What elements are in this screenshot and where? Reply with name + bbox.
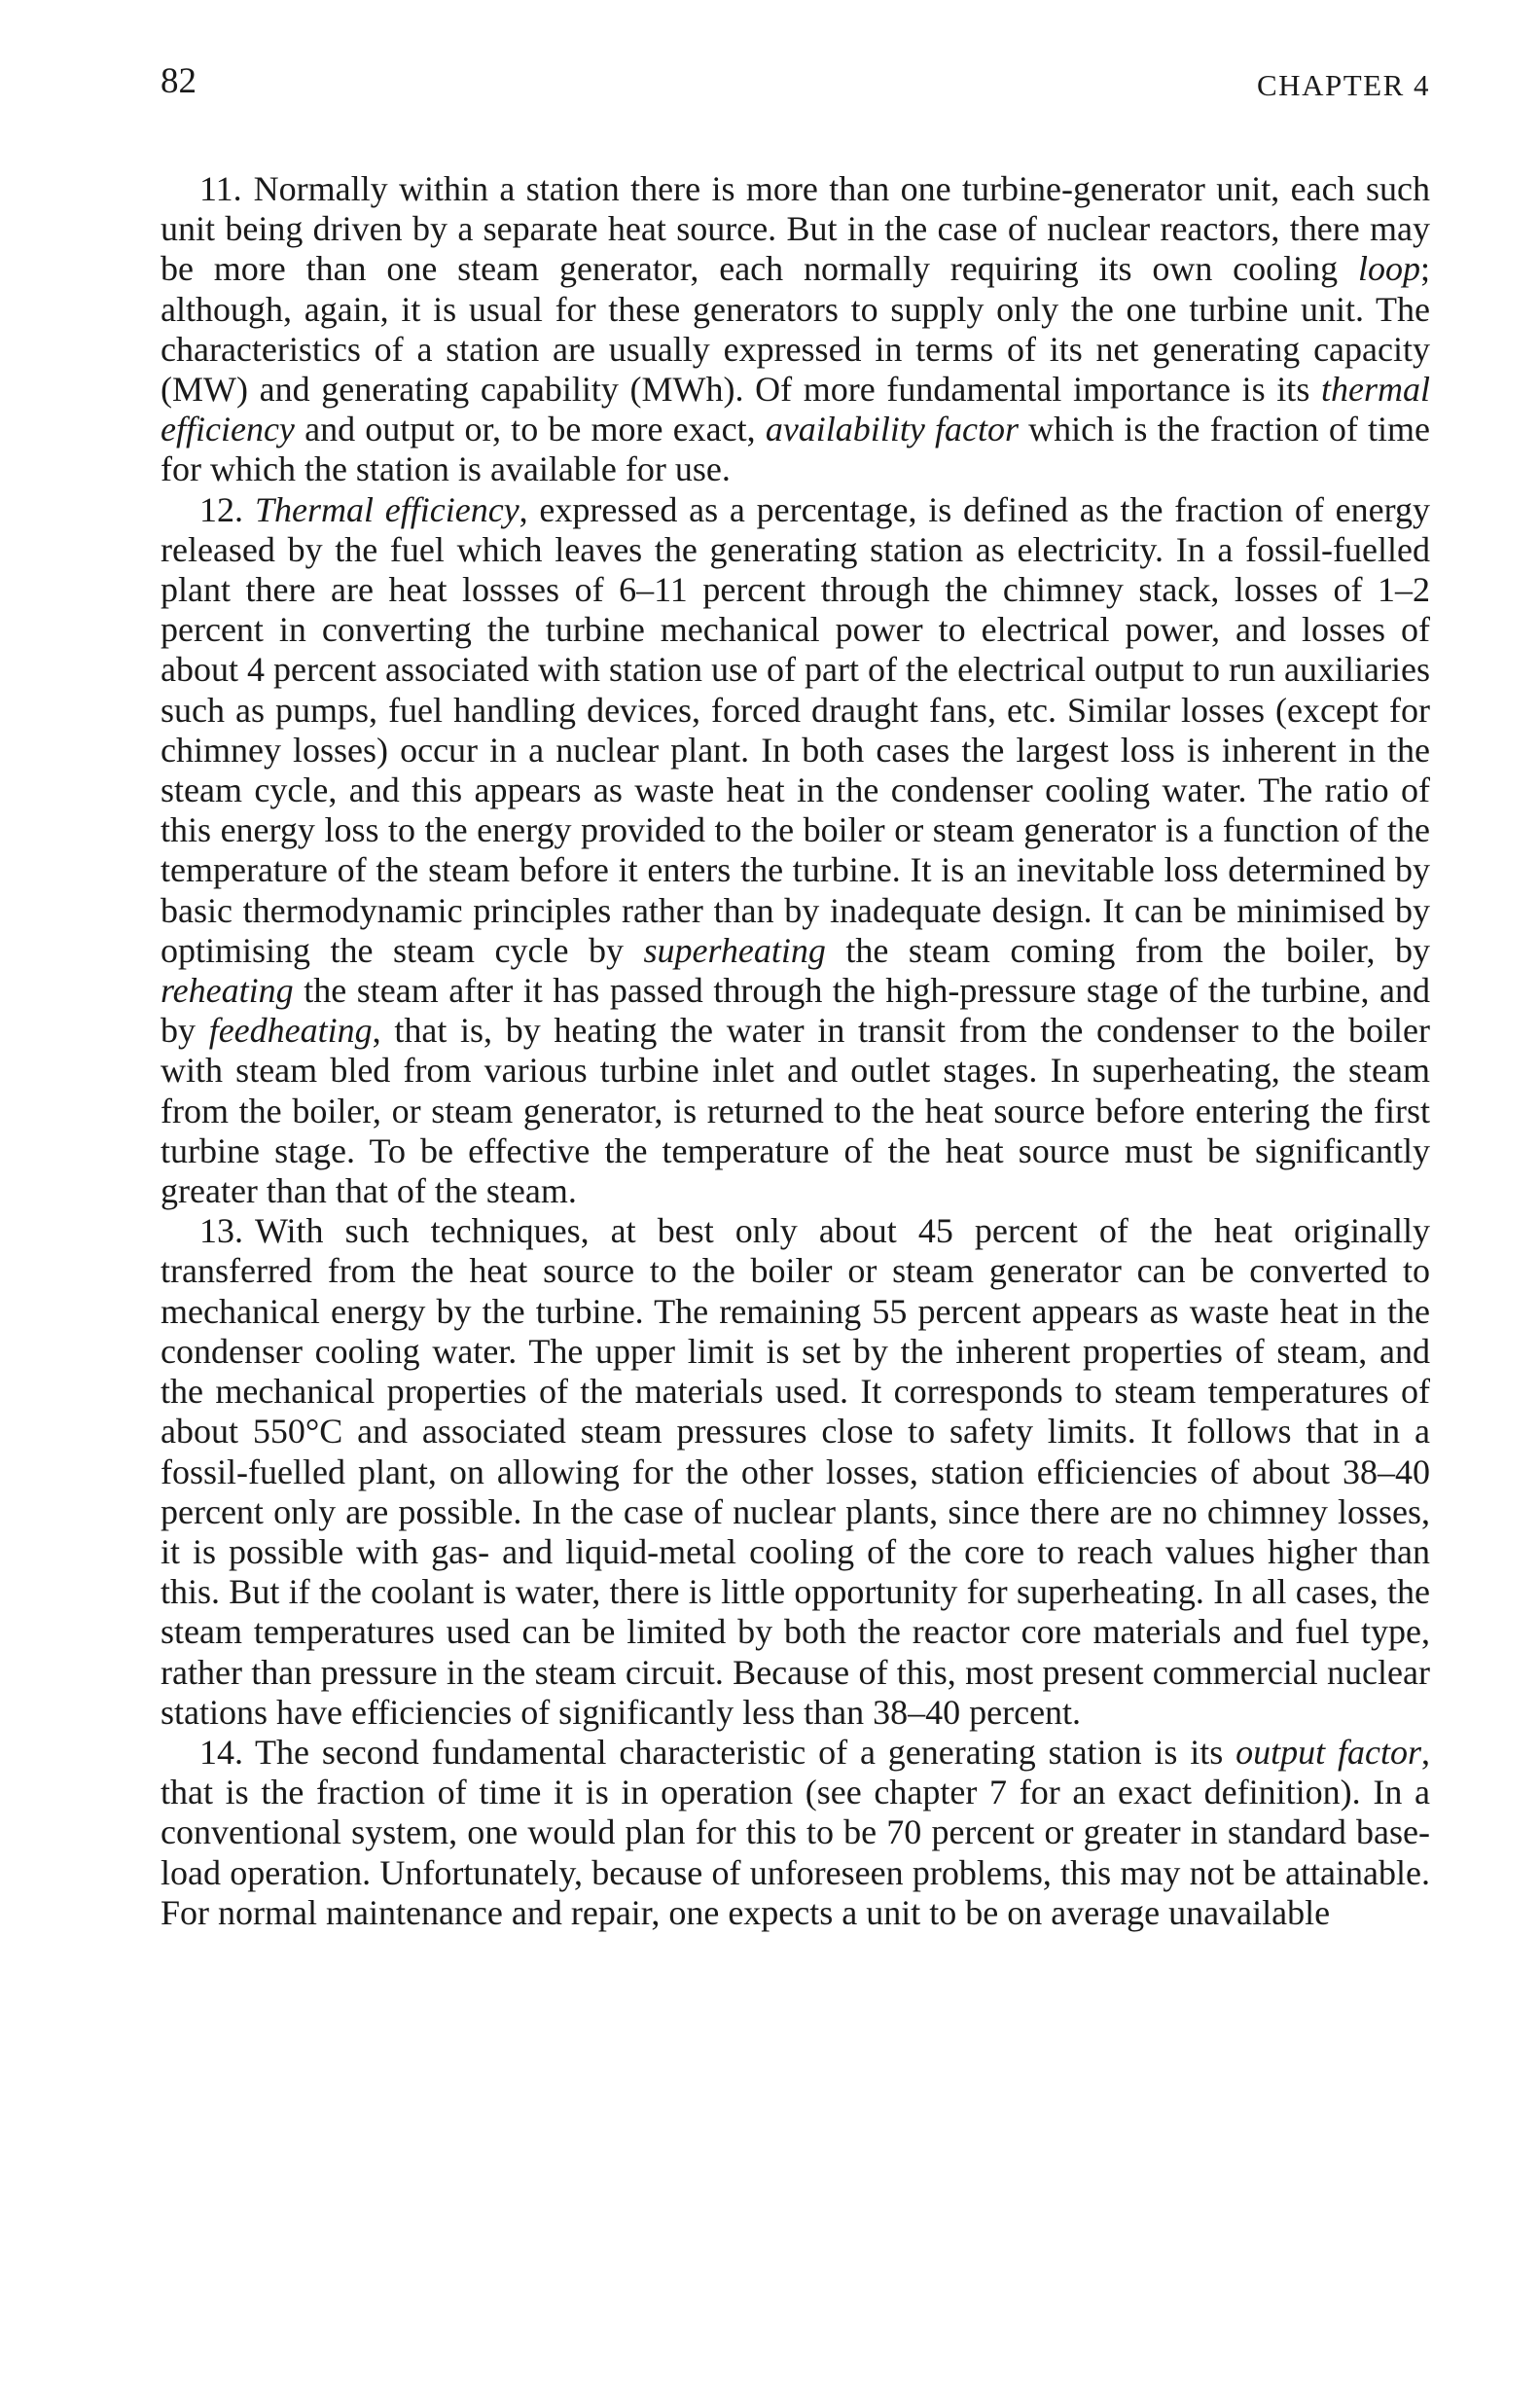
italic-term: loop (1357, 249, 1420, 289)
paragraph-number: 12. (199, 489, 243, 529)
paragraph (161, 1733, 1430, 1933)
text-run: Normally within a station there is more than one turbine-generator unit, each such unit being driven by a separate heat source. But in the case of nuclear reactors, there may be more than one steam generator, each normally requiring its own cooling (161, 169, 1430, 289)
text-run: ; although, again, it is usual for these generators to supply only the one turbine unit. The characteristics of a station are usually expressed in terms of its net generating capacity (MW) and generating capability (MWh). Of more fundamental importance is its (161, 249, 1430, 410)
italic-term: output factor (1236, 1732, 1421, 1772)
text-run: , that is the fraction of time it is in operation (see chapter 7 for an exact definition). In a conventional system, one would plan for this to be 70 percent or greater in standard base-load operation. Unfortunately, because of unforeseen problems, this may not be attainable. For normal maintenance and repair, one expects a unit to be on average unavailable (161, 1732, 1430, 1932)
text-run: the steam after it has passed through the high-pressure stage of the turbine, and by (161, 971, 1430, 1051)
paragraph-number: 13. (199, 1211, 243, 1251)
text-run: and output or, to be more exact, (294, 410, 766, 449)
text-run: the steam coming from the boiler, by (825, 930, 1430, 970)
paragraph (161, 1211, 1430, 1733)
text-run: , that is, by heating the water in transit from the condenser to the boiler with steam bled from various turbine inlet and outlet stages. In superheating, the steam from the boiler, or steam generator, is returned to the heat source before entering the first turbine stage. To be effective the temperature of the heat source must be significantly greater than that of the steam. (161, 1011, 1430, 1211)
italic-term: reheating (161, 971, 294, 1011)
paragraph (161, 169, 1430, 490)
text-run: The second fundamental characteristic of a generating station is its (255, 1732, 1236, 1772)
paragraph-number: 11. (199, 169, 242, 208)
body-text (161, 169, 1430, 2378)
page-number: 82 (161, 61, 197, 101)
paragraph (161, 490, 1430, 1212)
italic-term: availability factor (765, 410, 1019, 449)
text-run: With such techniques, at best only about 45 percent of the heat originally transferred from the heat source to the boiler or steam generator can be converted to mechanical energy by the turbine. The remaining 55 percent appears as waste heat in the condenser cooling water. The upper limit is set by the inherent properties of steam, and the mechanical properties of the materials used. It corresponds to steam temperatures of about 550°C and associated steam pressures close to safety limits. It follows that in a fossil-fuelled plant, on allowing for the other losses, station efficiencies of about 38–40 percent only are possible. In the case of nuclear plants, since there are no chimney losses, it is possible with gas- and liquid-metal cooling of the core to reach values higher than this. But if the coolant is water, there is little opportunity for superheating. In all cases, the steam temperatures used can be limited by both the reactor core materials and fuel type, rather than pressure in the steam circuit. Because of this, most present commercial nuclear stations have efficiencies of significantly less than 38–40 percent. (161, 1211, 1430, 1732)
italic-term: Thermal efficiency (255, 489, 519, 529)
running-head: CHAPTER 4 (1257, 68, 1430, 102)
italic-term: feedheating (208, 1011, 373, 1051)
text-run: which is the fraction of time for which the station is available for use. (161, 410, 1430, 489)
italic-term: superheating (643, 930, 826, 970)
text-run: , expressed as a percentage, is defined as the fraction of energy released by the fuel which leaves the generating station as electricity. In a fossil-fuelled plant there are heat lossses of 6–11 percent through the chimney stack, losses of 1–2 percent in converting the turbine mechanical power to electrical power, and losses of about 4 percent associated with station use of part of the electrical output to run auxiliaries such as pumps, fuel handling devices, forced draught fans, etc. Similar losses (except for chimney losses) occur in a nuclear plant. In both cases the largest loss is inherent in the steam cycle, and this appears as waste heat in the condenser cooling water. The ratio of this energy loss to the energy provided to the boiler or steam generator is a function of the temperature of the steam before it enters the turbine. It is an inevitable loss determined by basic thermodynamic principles rather than by inadequate design. It can be minimised by optimising the steam cycle by (161, 489, 1430, 970)
page-header (161, 60, 1430, 109)
italic-term: thermal efficiency (161, 370, 1430, 449)
paragraph-number: 14. (199, 1732, 243, 1772)
